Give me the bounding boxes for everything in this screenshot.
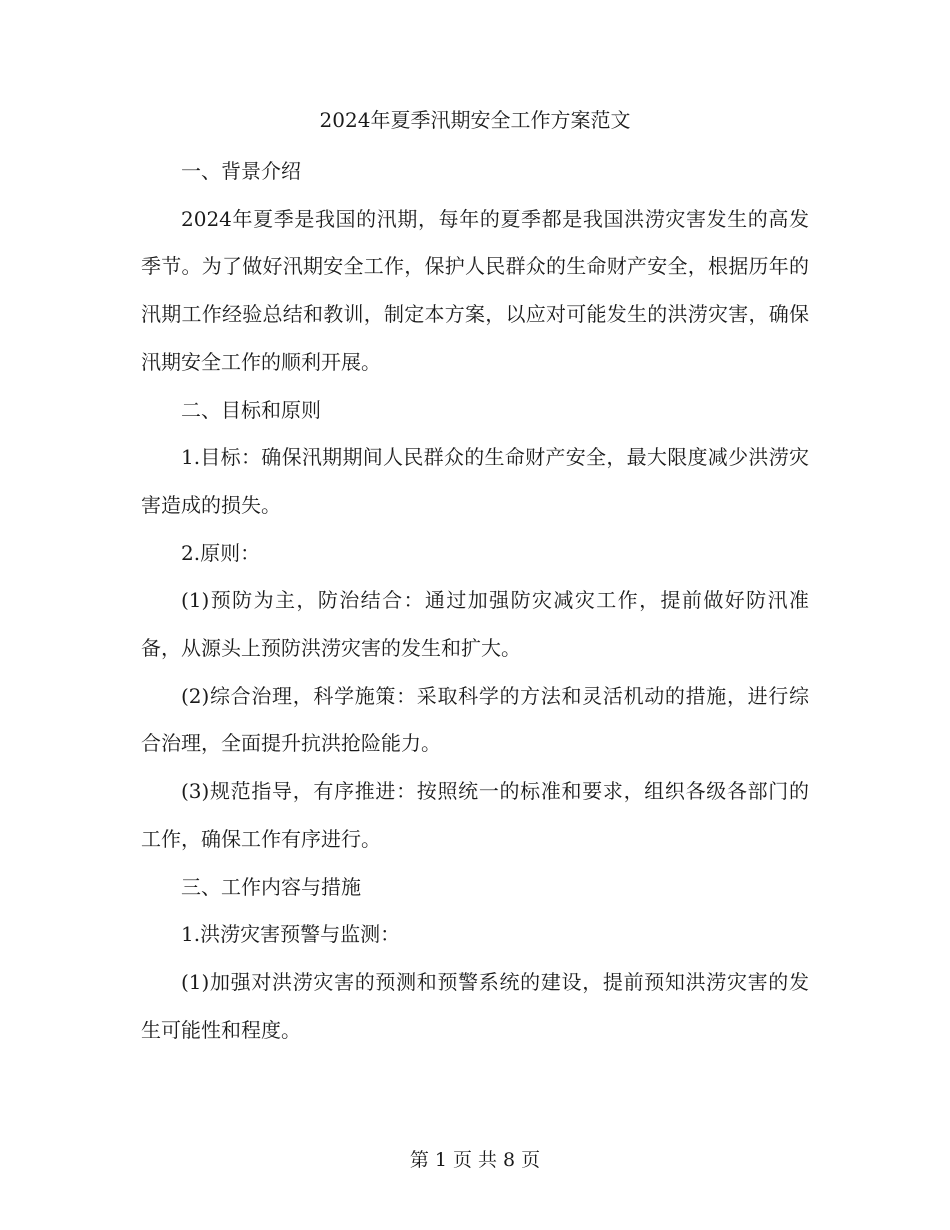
paragraph-principles-heading: 2.原则：: [181, 540, 261, 565]
section-heading-goals: 二、目标和原则: [181, 397, 321, 422]
document-body: [141, 148, 809, 1054]
paragraph-principle-3: (3)规范指导，有序推进：按照统一的标准和要求，组织各级各部门的工作，确保工作有序进行。: [141, 779, 809, 851]
paragraph-background: 2024年夏季是我国的汛期，每年的夏季都是我国洪涝灾害发生的高发季节。为了做好汛期安全工作，保护人民群众的生命财产安全，根据历年的汛期工作经验总结和教训，制定本方案，以应对可能发生的洪涝灾害，确保汛期安全工作的顺利开展。: [141, 206, 809, 374]
paragraph-principle-1: (1)预防为主，防治结合：通过加强防灾减灾工作，提前做好防汛准备，从源头上预防洪涝灾害的发生和扩大。: [141, 588, 809, 661]
paragraph-principle-2: (2)综合治理，科学施策：采取科学的方法和灵活机动的措施，进行综合治理，全面提升抗洪抢险能力。: [141, 683, 809, 756]
document-title: 2024年夏季汛期安全工作方案范文: [319, 108, 631, 132]
section-heading-measures: 三、工作内容与措施: [181, 874, 361, 899]
paragraph-measure-1-1: (1)加强对洪涝灾害的预测和预警系统的建设，提前预知洪涝灾害的发生可能性和程度。: [141, 969, 809, 1042]
paragraph-measure-1-heading: 1.洪涝灾害预警与监测：: [181, 922, 401, 947]
page-footer: 第 1 页 共 8 页: [409, 1149, 541, 1171]
paragraph-goal: 1.目标：确保汛期期间人民群众的生命财产安全，最大限度减少洪涝灾害造成的损失。: [141, 445, 809, 517]
section-heading-background: 一、背景介绍: [181, 159, 301, 183]
